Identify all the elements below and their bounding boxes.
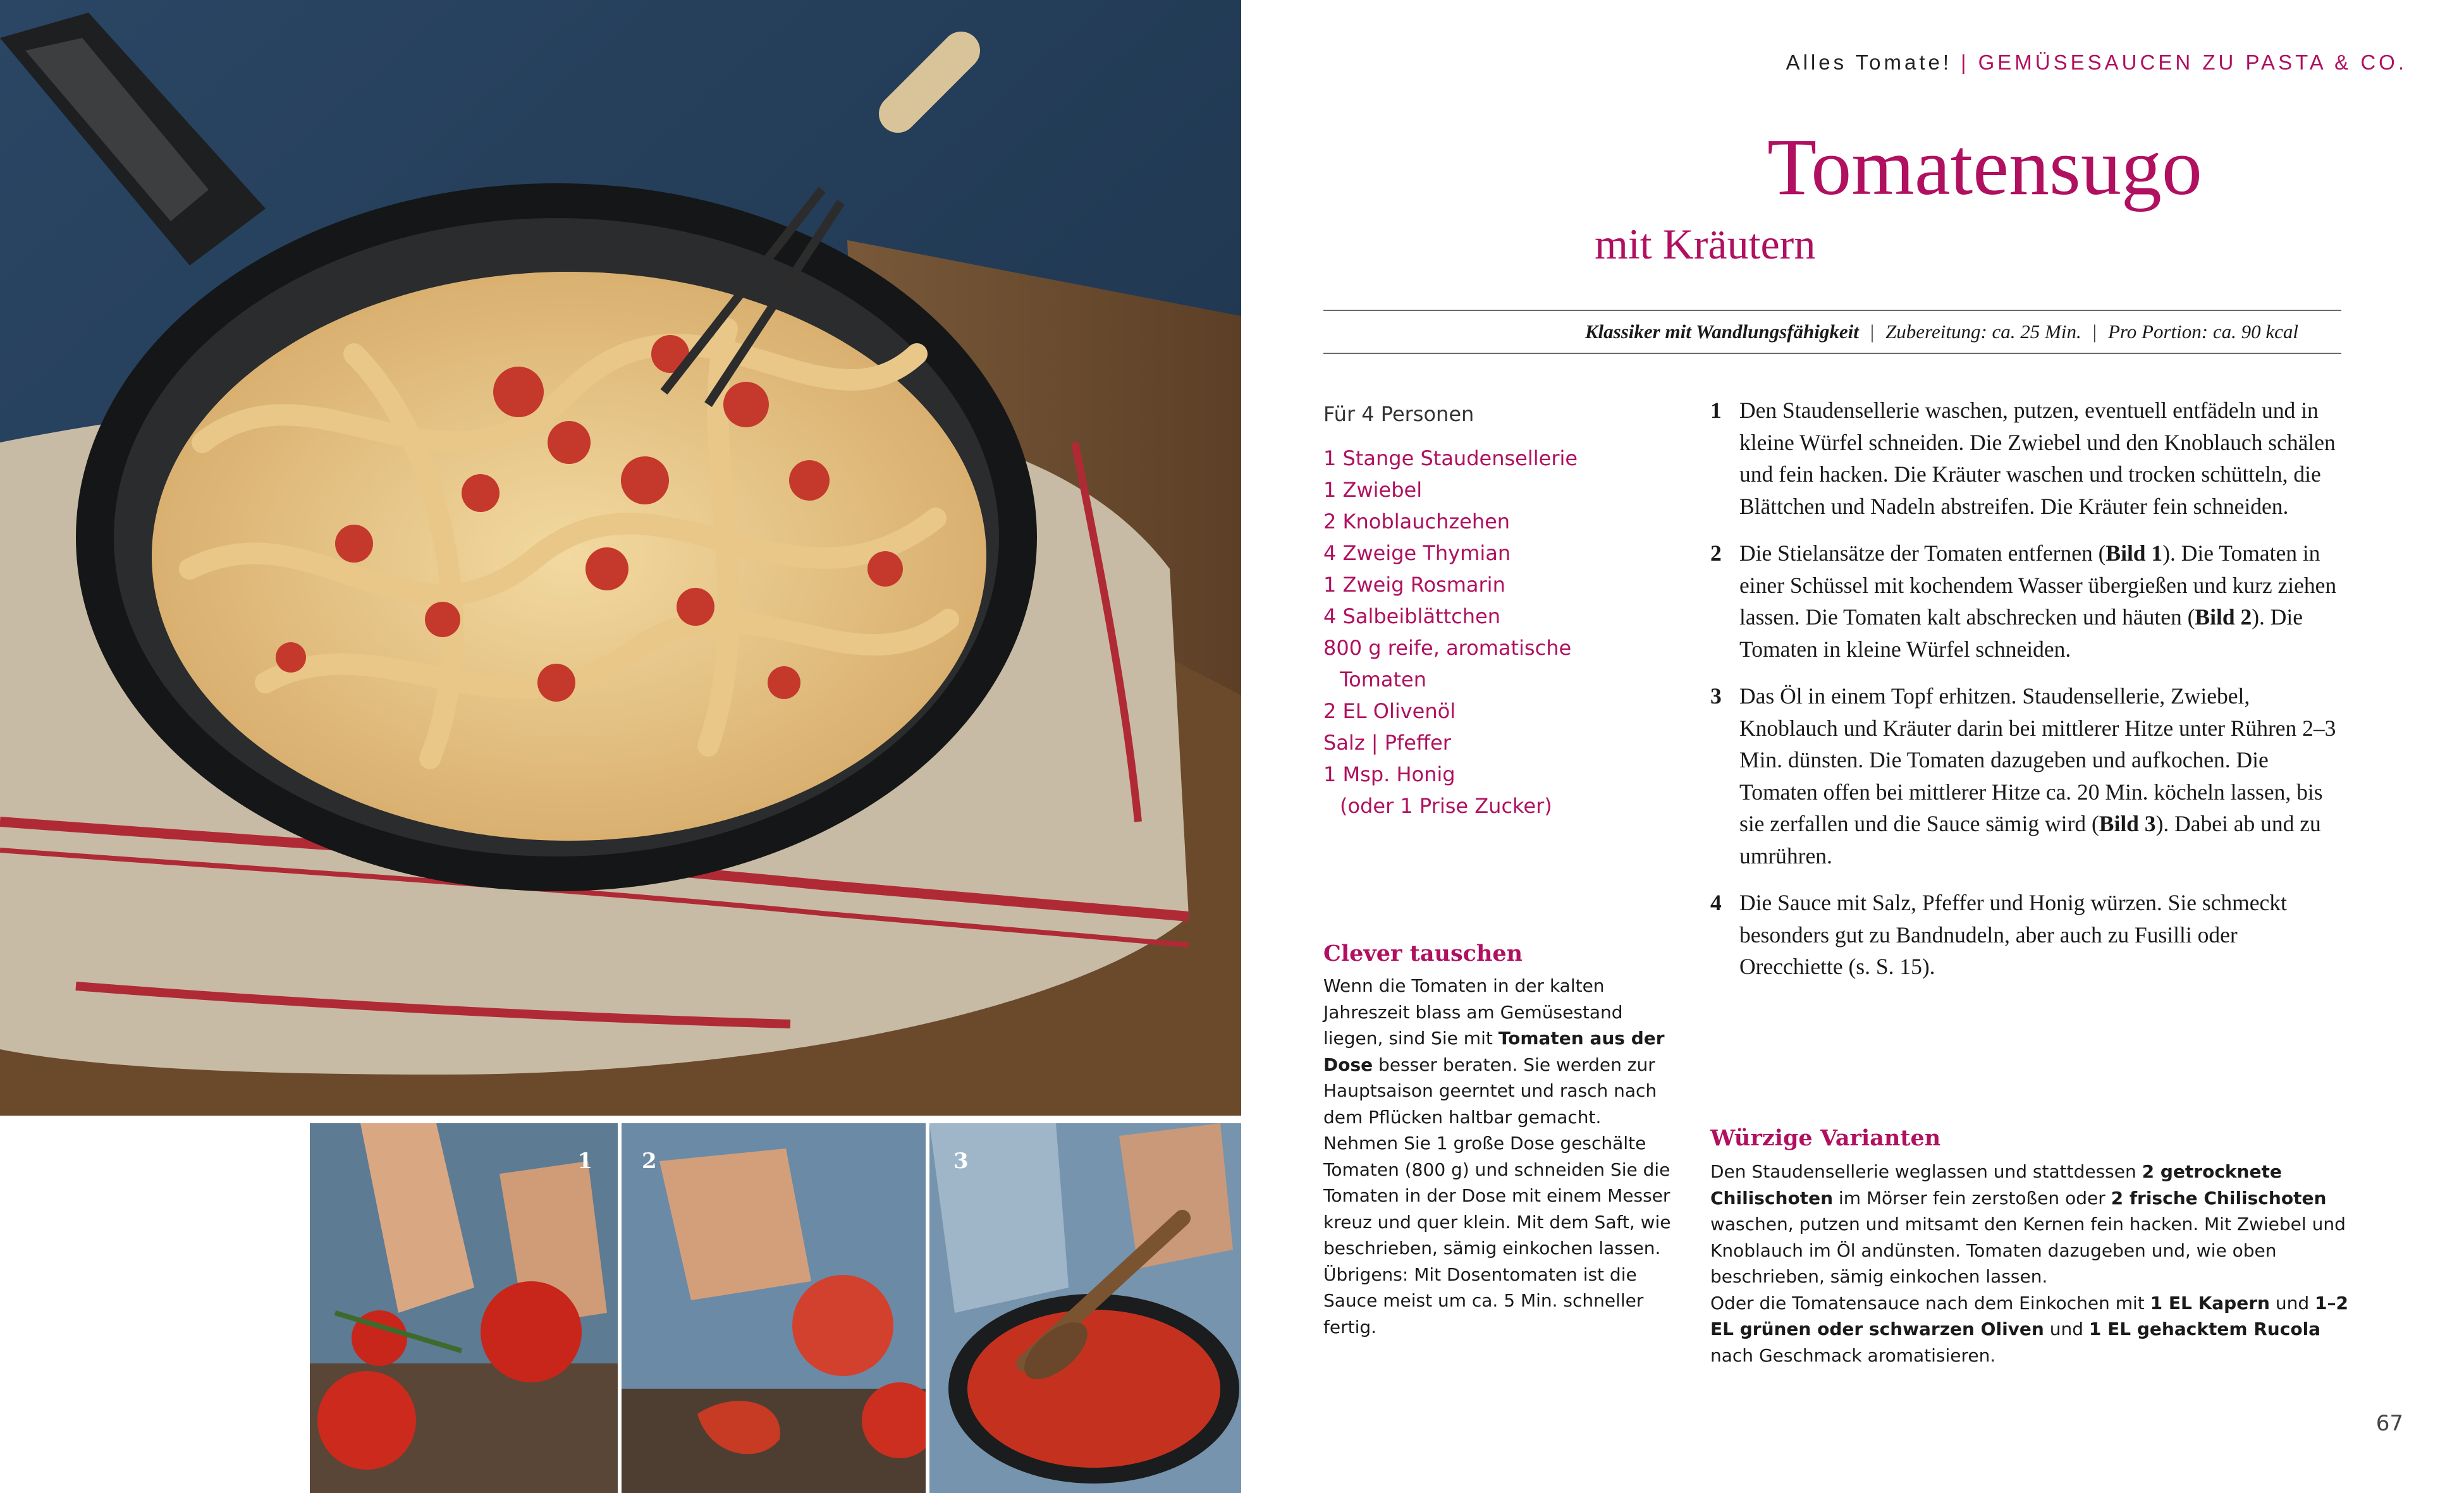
step-text: [1739, 683, 2336, 868]
step-photos: [0, 1116, 1241, 1493]
header-separator: |: [1961, 51, 1970, 74]
step-3: [1710, 680, 2341, 872]
step-photo-1: [310, 1123, 618, 1493]
portion-calories: Pro Portion: ca. 90 kcal: [2107, 320, 2298, 343]
meta-separator: |: [1870, 320, 1875, 343]
step-text-part: ). Dabei ab und zu umrühren.: [1739, 811, 2321, 868]
variants-text-bold: 2 frische Chilischoten: [2111, 1187, 2327, 1209]
servings: Für 4 Personen: [1323, 402, 1474, 426]
ingredient-item: 1 Stange Staudensellerie: [1323, 446, 1578, 470]
variants-text-bold: 1 EL gehacktem Rucola: [2088, 1319, 2321, 1339]
recipe-subtitle: mit Kräutern: [1595, 220, 1816, 268]
variants-heading: Würzige Varianten: [1710, 1125, 1941, 1151]
variants-text-bold: 1–2 EL grünen oder schwarzen Oliven: [1710, 1292, 2349, 1339]
clever-text-bold: Tomaten aus der Dose: [1323, 1028, 1665, 1075]
ingredient-item: (oder 1 Prise Zucker): [1340, 794, 1552, 818]
variants-text-part: nach Geschmack aromatisieren.: [1710, 1344, 1996, 1366]
tomato-coring-illustration: [310, 1123, 618, 1493]
step-photo-number: 1: [577, 1149, 592, 1174]
image-reference: Bild 1: [2105, 540, 2163, 566]
step-photo-3: [929, 1123, 1241, 1493]
step-number: 1: [1710, 398, 1722, 423]
recipe-title: Tomatensugo: [1767, 122, 2202, 212]
step-text: Die Sauce mit Salz, Pfeffer und Honig würzen. Sie schmeckt besonders gut zu Bandnudeln, aber auch zu Fusilli oder Orecchiette (s. S. 15).: [1739, 890, 2287, 979]
ingredient-item: 1 Zweig Rosmarin: [1323, 573, 1505, 597]
variants-text-bold: 1 EL Kapern: [2150, 1292, 2270, 1313]
step-2: [1710, 537, 2341, 665]
ingredient-item: 4 Zweige Thymian: [1323, 541, 1511, 565]
meta-separator: |: [2092, 320, 2097, 343]
ingredients-list: [1323, 398, 1652, 822]
ingredient-item: 2 EL Olivenöl: [1323, 699, 1456, 723]
ingredient-item: 4 Salbeiblättchen: [1323, 604, 1500, 628]
tomato-peeling-illustration: [622, 1123, 926, 1493]
sauce-stirring-illustration: [929, 1123, 1241, 1493]
variants-text-part: Den Staudensellerie weglassen und stattdessen: [1710, 1161, 2142, 1182]
prep-time: Zubereitung: ca. 25 Min.: [1885, 320, 2081, 343]
image-reference: Bild 2: [2195, 604, 2252, 630]
step-1: [1710, 394, 2341, 522]
step-4: [1710, 887, 2341, 983]
step-photo-number: 3: [953, 1149, 969, 1174]
ingredient-item: 1 Msp. Honig: [1323, 762, 1456, 786]
header-book-title: Alles Tomate!: [1786, 51, 1952, 74]
step-text: Den Staudensellerie waschen, putzen, eventuell entfädeln und in kleine Würfel schneiden. Die Zwiebel und den Knoblauch schälen und fein hacken. Die Kräuter waschen und trocken schütteln, die Blättchen und Nadeln abstreifen. Die Kräuter fein schneiden.: [1739, 398, 2336, 519]
step-text-part: Das Öl in einem Topf erhitzen. Staudensellerie, Zwiebel, Knoblauch und Kräuter darin bei mittlerer Hitze unter Rühren 2–3 Min. dünsten. Die Tomaten dazugeben und aufkochen. Die Tomaten offen bei mittlerer Hitze ca. 20 Min. köcheln lassen, bis sie zerfallen und die Sauce sämig wird (: [1739, 683, 2336, 836]
variants-text-part: im Mörser fein zerstoßen oder: [1833, 1187, 2111, 1209]
step-number: 4: [1710, 890, 1722, 915]
variants-text-bold: 2 getrocknete Chilischoten: [1710, 1161, 2282, 1209]
clever-text-part: Wenn die Tomaten in der kalten Jahreszeit blass am Gemüsestand liegen, sind Sie mit: [1323, 975, 1623, 1049]
variants-text-part: und: [2269, 1292, 2315, 1313]
recipe-meta-bar: [1323, 310, 2341, 354]
image-reference: Bild 3: [2099, 811, 2156, 836]
recipe-tagline: Klassiker mit Wandlungsfähigkeit: [1584, 320, 1859, 343]
clever-tip-heading: Clever tauschen: [1323, 941, 1523, 966]
variants-text-part: Oder die Tomatensauce nach dem Einkochen mit: [1710, 1292, 2150, 1313]
step-number: 2: [1710, 540, 1722, 566]
step-text-part: ). Die Tomaten in kleine Würfel schneiden.: [1739, 604, 2303, 662]
pasta-pan-illustration: [0, 0, 1241, 1116]
ingredient-item: Tomaten: [1340, 667, 1426, 692]
step-photo-number: 2: [642, 1149, 657, 1174]
ingredient-item: 1 Zwiebel: [1323, 478, 1423, 502]
clever-text-part: besser beraten. Sie werden zur Hauptsaison geerntet und rasch nach dem Pflücken haltbar gemacht. Nehmen Sie 1 große Dose geschälte Tomaten (800 g) und schneiden Sie die Tomaten in der Dose mit einem Messer kreuz und quer klein. Mit dem Saft, wie beschrieben, sämig einkochen lassen. Übrigens: Mit Dosentomaten ist die Sauce meist um ca. 5 Min. schneller fertig.: [1323, 1054, 1671, 1338]
step-text-part: ). Die Tomaten in einer Schüssel mit kochendem Wasser übergießen und kurz ziehen lassen. Die Tomaten kalt abschrecken und häuten (: [1739, 540, 2337, 630]
variants-text: [1710, 1159, 2349, 1368]
ingredient-item: 2 Knoblauchzehen: [1323, 509, 1511, 533]
page-number: 67: [2375, 1411, 2403, 1436]
step-number: 3: [1710, 683, 1722, 709]
ingredient-item: Salz | Pfeffer: [1323, 731, 1451, 755]
ingredient-item: 800 g reife, aromatische: [1323, 636, 1572, 660]
variants-text-part: und: [2044, 1319, 2089, 1339]
step-text: [1739, 540, 2336, 662]
step-text-part: Die Stielansätze der Tomaten entfernen (: [1739, 540, 2106, 566]
clever-tip-text: [1323, 973, 1671, 1340]
variants-text-part: waschen, putzen und mitsamt den Kernen fein hacken. Mit Zwiebel und Knoblauch im Öl andünsten. Tomaten dazugeben und, wie oben beschrieben, sämig einkochen lassen.: [1710, 1214, 2346, 1287]
header-chapter-title: GEMÜSESAUCEN ZU PASTA & CO.: [1978, 51, 2407, 74]
variants-box: [1710, 1125, 2349, 1368]
clever-tip-box: [1323, 941, 1671, 1340]
running-header: [1786, 51, 2407, 75]
main-dish-photo: [0, 0, 1241, 1116]
step-photo-2: [622, 1123, 926, 1493]
preparation-steps: [1710, 394, 2341, 998]
